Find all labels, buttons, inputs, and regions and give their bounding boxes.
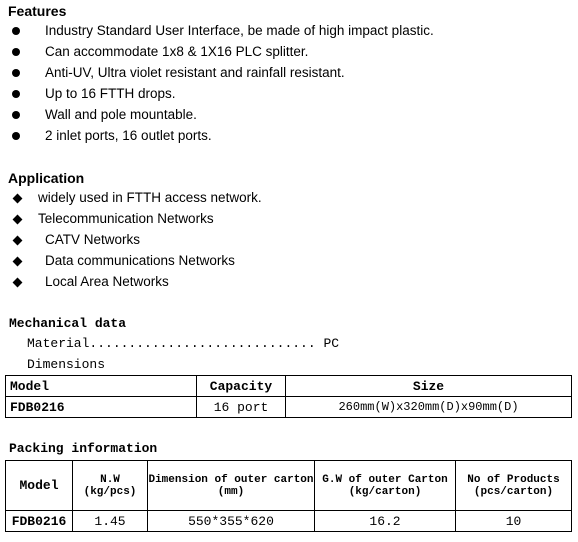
application-item: Local Area Networks <box>45 274 169 289</box>
table-cell-gw: 16.2 <box>315 511 456 532</box>
table-cell-size: 260mm(W)x320mm(D)x90mm(D) <box>286 397 572 418</box>
table-header-size: Size <box>286 376 572 397</box>
table-header-carton-dimension: Dimension of outer carton (mm) <box>148 461 315 511</box>
features-heading: Features <box>8 3 67 19</box>
material-line: Material............................. PC <box>27 336 340 351</box>
application-item: Telecommunication Networks <box>38 211 214 226</box>
packing-heading: Packing information <box>9 441 158 456</box>
bullet-dot-icon <box>12 69 20 77</box>
feature-item: Can accommodate 1x8 & 1X16 PLC splitter. <box>45 44 309 59</box>
mechanical-heading: Mechanical data <box>9 316 127 331</box>
feature-item: Wall and pole mountable. <box>45 107 197 122</box>
bullet-dot-icon <box>12 48 20 56</box>
bullet-dot-icon <box>12 132 20 140</box>
feature-item: Anti-UV, Ultra violet resistant and rainfall resistant. <box>45 65 345 80</box>
table-header-products-per-carton: No of Products (pcs/carton) <box>456 461 572 511</box>
table-header-model: Model <box>6 461 73 511</box>
application-item: widely used in FTTH access network. <box>38 190 262 205</box>
table-row <box>6 397 572 418</box>
table-row <box>6 511 572 532</box>
table-header-nw: N.W (kg/pcs) <box>73 461 148 511</box>
mechanical-table <box>5 375 572 418</box>
bullet-diamond-icon <box>13 278 23 288</box>
feature-item: 2 inlet ports, 16 outlet ports. <box>45 128 212 143</box>
table-cell-carton-dimension: 550*355*620 <box>148 511 315 532</box>
bullet-diamond-icon <box>13 257 23 267</box>
bullet-diamond-icon <box>13 236 23 246</box>
table-header-row <box>6 376 572 397</box>
application-heading: Application <box>8 170 85 186</box>
table-cell-nw: 1.45 <box>73 511 148 532</box>
dimensions-label: Dimensions <box>27 357 106 372</box>
feature-item: Industry Standard User Interface, be made of high impact plastic. <box>45 23 434 38</box>
table-cell-products-per-carton: 10 <box>456 511 572 532</box>
application-item: Data communications Networks <box>45 253 235 268</box>
application-item: CATV Networks <box>45 232 141 247</box>
bullet-diamond-icon <box>13 215 23 225</box>
table-cell-capacity: 16 port <box>197 397 286 418</box>
bullet-dot-icon <box>12 111 20 119</box>
table-cell-model: FDB0216 <box>6 397 197 418</box>
packing-table <box>5 460 572 532</box>
table-header-gw: G.W of outer Carton (kg/carton) <box>315 461 456 511</box>
feature-item: Up to 16 FTTH drops. <box>45 86 176 101</box>
bullet-dot-icon <box>12 27 20 35</box>
bullet-diamond-icon <box>13 194 23 204</box>
table-header-model: Model <box>6 376 197 397</box>
table-header-row <box>6 461 572 511</box>
table-cell-model: FDB0216 <box>6 511 73 532</box>
table-header-capacity: Capacity <box>197 376 286 397</box>
bullet-dot-icon <box>12 90 20 98</box>
